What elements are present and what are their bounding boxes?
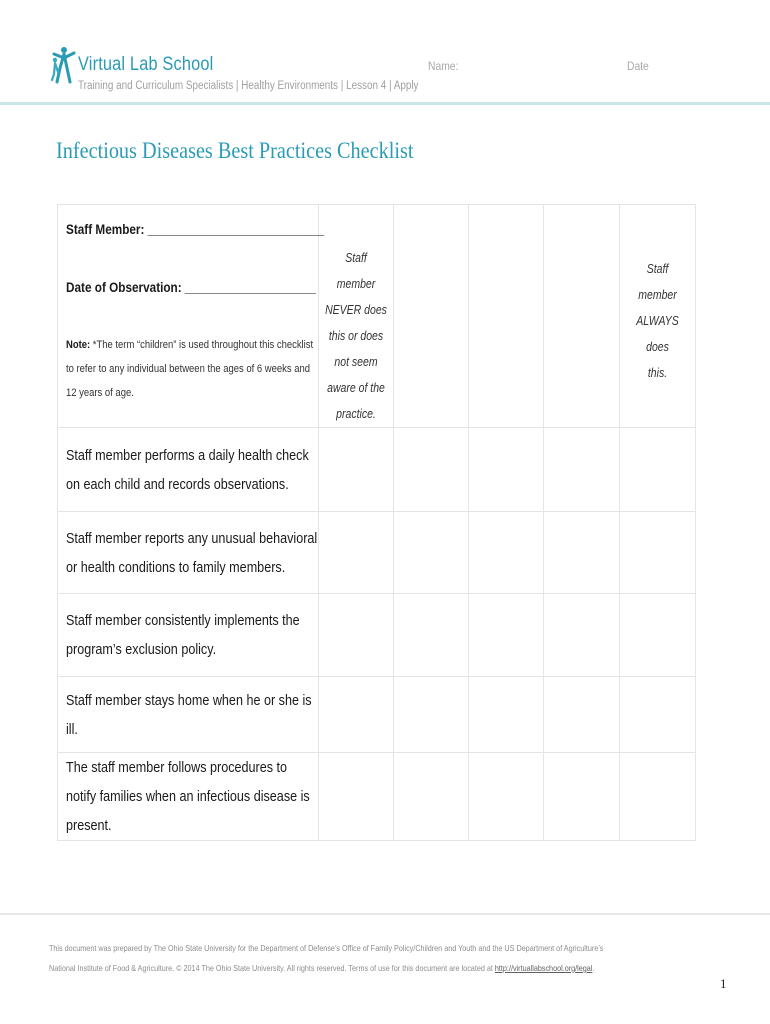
rating-cell[interactable] (394, 512, 469, 594)
rating-cell[interactable] (319, 753, 394, 841)
rating-cell[interactable] (319, 594, 394, 677)
rating-cell[interactable] (544, 753, 620, 841)
rating-cell[interactable] (469, 677, 544, 753)
footer-period: . (592, 963, 595, 973)
rating-cell[interactable] (544, 428, 620, 512)
table-row (58, 677, 696, 753)
rating-cell[interactable] (544, 594, 620, 677)
rating-cell[interactable] (469, 512, 544, 594)
checklist-item-text: Staff member stays home when he or she is ill. (66, 691, 312, 738)
footer-line-text: National Institute of Food & Agriculture. © 2014 The Ohio State University. All rights reserved. Terms of use for this document are located at (49, 963, 495, 973)
name-label: Name: (428, 59, 459, 73)
rating-cell[interactable] (394, 594, 469, 677)
rating-cell[interactable] (544, 677, 620, 753)
staff-member-field[interactable]: Staff Member: ___________________________ (66, 221, 325, 237)
rating-cell[interactable] (620, 677, 696, 753)
table-header-row (58, 205, 696, 428)
rating-cell[interactable] (319, 677, 394, 753)
scale-always-line: ALWAYS does (636, 314, 679, 354)
checklist-item-text: The staff member follows procedures to notify families when an infectious disease is present. (66, 759, 310, 834)
scale-always-line: Staff member (638, 262, 677, 302)
rating-cell[interactable] (469, 753, 544, 841)
rating-cell[interactable] (394, 753, 469, 841)
table-row (58, 428, 696, 512)
observation-info-cell (58, 205, 325, 428)
rating-cell[interactable] (319, 428, 394, 512)
rating-cell[interactable] (620, 753, 696, 841)
rating-cell[interactable] (620, 428, 696, 512)
table-row (58, 753, 696, 841)
scale-never-line: aware of the (327, 381, 385, 395)
page-title: Infectious Diseases Best Practices Checklist (56, 138, 414, 163)
checklist-item (58, 512, 319, 594)
scale-header-cell (544, 205, 620, 428)
scale-always-label (626, 256, 689, 386)
page-header (0, 0, 770, 104)
checklist-item (58, 753, 319, 841)
scale-never-line: practice. (336, 407, 376, 421)
checklist-item-text: Staff member reports any unusual behavioral or health conditions to family members. (66, 529, 318, 576)
rating-cell[interactable] (469, 594, 544, 677)
checklist-item-text: Staff member performs a daily health check on each child and records observations. (66, 446, 309, 493)
table-row (58, 512, 696, 594)
scale-never-line: NEVER does (325, 303, 387, 317)
footer-divider (0, 913, 770, 915)
scale-always-line: this. (647, 366, 668, 380)
footer-line: This document was prepared by The Ohio State University for the Department of Defense’s Office of Family Policy/Children and Youth and the US Department of Agriculture’s (49, 943, 604, 953)
note-body: *The term “children” is used throughout this checklist to refer to any individual between the ages of 6 weeks and 12 years of age. (66, 339, 314, 399)
rating-cell[interactable] (469, 428, 544, 512)
rating-cell[interactable] (394, 428, 469, 512)
table-row (58, 594, 696, 677)
date-of-observation-field[interactable]: Date of Observation: ____________________ (66, 279, 316, 295)
legal-link[interactable]: http://virtuallabschool.org/legal (494, 963, 593, 973)
scale-never-line: this or does (328, 329, 384, 343)
brand-name[interactable]: Virtual Lab School (78, 54, 214, 75)
checklist-item-text: Staff member consistently implements the program’s exclusion policy. (66, 612, 300, 658)
breadcrumb: Training and Curriculum Specialists | Healthy Environments | Lesson 4 | Apply (78, 80, 419, 92)
checklist-item (58, 677, 319, 753)
vls-people-icon (50, 46, 76, 86)
rating-cell[interactable] (394, 677, 469, 753)
note-label: Note: (66, 339, 91, 351)
header-divider (0, 102, 770, 105)
date-label: Date (627, 59, 649, 73)
rating-cell[interactable] (544, 512, 620, 594)
rating-cell[interactable] (620, 512, 696, 594)
scale-never-label (325, 245, 387, 427)
rating-cell[interactable] (319, 512, 394, 594)
footer-text (49, 938, 637, 978)
page-number: 1 (720, 976, 727, 991)
footer-line (49, 958, 637, 978)
scale-never-header (319, 205, 394, 428)
rating-cell[interactable] (620, 594, 696, 677)
checklist-item (58, 428, 319, 512)
scale-never-line: Staff member (336, 251, 376, 291)
checklist-item (58, 594, 319, 677)
scale-header-cell (469, 205, 544, 428)
scale-header-cell (394, 205, 469, 428)
checklist-table (57, 204, 696, 841)
scale-never-line: not seem (334, 355, 378, 369)
note-text (66, 333, 315, 405)
scale-always-header (620, 205, 696, 428)
